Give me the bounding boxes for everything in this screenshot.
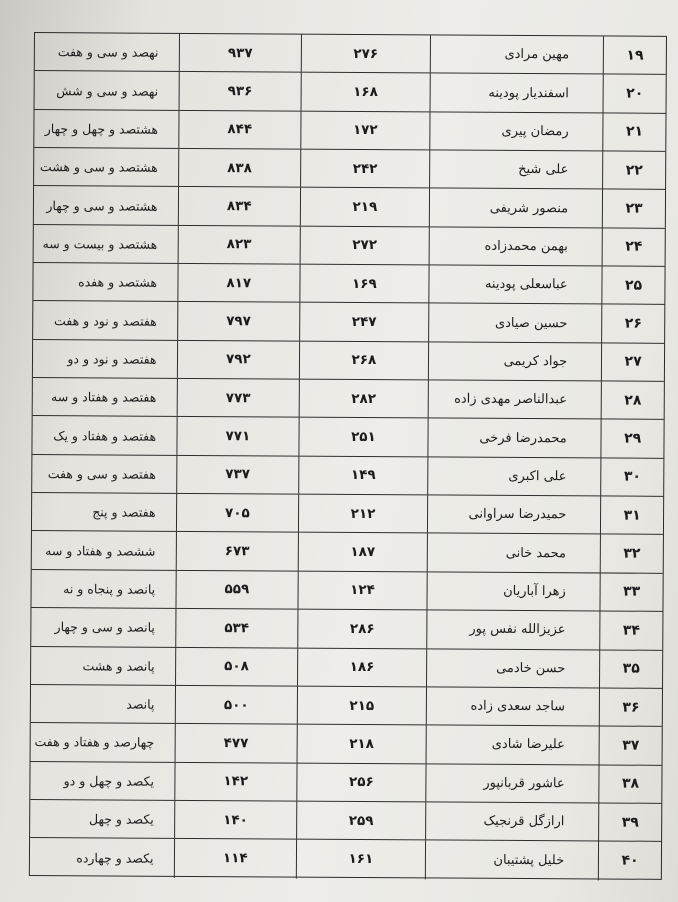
- name-cell: محمد خانی: [426, 534, 600, 572]
- table-row: [33, 263, 664, 305]
- row-number-cell: ۱۹: [603, 36, 666, 74]
- table-row: [33, 301, 664, 343]
- name-cell: عبدالناصر مهدی زاده: [427, 381, 601, 419]
- name-cell: عاشور قربانپور: [425, 764, 599, 802]
- row-number-cell: ۳۴: [599, 612, 662, 650]
- total-in-words-cell: هفتصد و پنج: [92, 504, 156, 521]
- name-cell: خلیل پشتیبان: [425, 841, 599, 880]
- total-number-cell: ۱۴۰: [174, 801, 297, 839]
- total-in-words-cell: چهارصد و هفتاد و هفت: [34, 734, 155, 751]
- name-cell: ساجد سعدی زاده: [425, 687, 599, 725]
- total-in-words-cell: هشتصد و هفده: [78, 274, 158, 290]
- table-row: [31, 723, 662, 765]
- total-in-words-cell: هفتصد و هفتاد و سه: [50, 389, 157, 406]
- total-number-cell: ۷۰۵: [176, 494, 299, 532]
- first-number-cell: ۱۶۱: [296, 840, 425, 879]
- row-number-cell: ۲۴: [602, 228, 665, 266]
- table-row: [32, 531, 663, 573]
- table-row: [31, 570, 662, 612]
- table-row: [31, 646, 662, 688]
- first-number-cell: ۲۱۸: [297, 725, 426, 763]
- first-number-cell: ۱۲۴: [298, 571, 427, 609]
- total-number-cell: ۷۷۳: [176, 379, 299, 417]
- total-number-cell: ۵۵۹: [175, 571, 298, 609]
- row-number-cell: ۲۲: [602, 152, 665, 190]
- row-number-cell: ۴۰: [598, 842, 661, 881]
- row-number-cell: ۲۸: [601, 382, 664, 420]
- table-row: [34, 186, 665, 228]
- row-number-cell: ۳۵: [599, 650, 662, 688]
- table-row: [32, 455, 663, 497]
- total-number-cell: ۹۳۷: [178, 34, 301, 72]
- name-cell: علی شیخ: [429, 150, 603, 188]
- table-row: [30, 762, 661, 804]
- row-number-cell: ۲۶: [601, 305, 664, 343]
- first-number-cell: ۲۷۶: [301, 35, 430, 73]
- table-row: [34, 225, 665, 267]
- first-number-cell: ۱۶۹: [299, 265, 428, 303]
- name-cell: حسین صیادی: [428, 304, 602, 342]
- first-number-cell: ۱۷۲: [300, 111, 429, 149]
- total-number-cell: ۷۹۲: [176, 341, 299, 379]
- total-number-cell: ۱۱۴: [173, 839, 296, 878]
- row-number-cell: ۳۹: [598, 803, 661, 841]
- name-cell: اسفندیار پودینه: [429, 74, 603, 112]
- first-number-cell: ۲۸۶: [297, 610, 426, 648]
- name-cell: عباسعلی پودینه: [428, 265, 602, 303]
- total-in-words-cell: هشتصد و سی و چهار: [46, 197, 158, 214]
- name-cell: جواد کریمی: [428, 342, 602, 380]
- total-number-cell: ۸۳۴: [177, 187, 300, 225]
- table-row: [35, 71, 666, 113]
- row-number-cell: ۳۰: [600, 458, 663, 496]
- row-number-cell: ۳۱: [600, 497, 663, 535]
- table-row: [31, 608, 662, 650]
- first-number-cell: ۲۸۲: [299, 380, 428, 418]
- total-in-words-cell: هفتصد و سی و هفت: [47, 466, 156, 482]
- total-number-cell: ۸۳۸: [178, 149, 301, 187]
- row-number-cell: ۳۸: [599, 765, 662, 803]
- table-row: [35, 33, 666, 75]
- total-in-words-cell: یکصد و چهل و دو: [63, 772, 155, 789]
- total-number-cell: ۷۷۱: [176, 417, 299, 455]
- total-number-cell: ۵۰۸: [175, 647, 298, 685]
- name-cell: عزیزالله نفس پور: [426, 611, 600, 649]
- first-number-cell: ۲۶۸: [299, 341, 428, 379]
- name-cell: محمدرضا فرخی: [427, 419, 601, 457]
- row-number-cell: ۳۲: [600, 535, 663, 573]
- total-in-words-cell: هفتصد و نود و هفت: [54, 312, 157, 329]
- total-number-cell: ۵۳۴: [175, 609, 298, 647]
- total-in-words-cell: نهصد و سی و شش: [56, 82, 159, 99]
- first-number-cell: ۲۵۹: [296, 801, 425, 839]
- total-in-words-cell: یکصد و چهارده: [76, 850, 154, 866]
- total-number-cell: ۸۴۴: [178, 111, 301, 149]
- row-number-cell: ۲۰: [603, 75, 666, 113]
- first-number-cell: ۱۶۸: [301, 73, 430, 111]
- name-cell: رمضان پیری: [429, 112, 603, 150]
- row-number-cell: ۲۹: [601, 420, 664, 458]
- total-in-words-cell: نهصد و سی و هفت: [57, 44, 159, 60]
- total-in-words-cell: پانصد و هشت: [82, 657, 155, 674]
- total-in-words-cell: پانصد: [126, 696, 155, 712]
- first-number-cell: ۲۷۲: [300, 226, 429, 264]
- name-cell: منصور شریفی: [429, 189, 603, 227]
- first-number-cell: ۱۴۹: [298, 456, 427, 494]
- table-row: [32, 493, 663, 535]
- name-cell: علیرضا شادی: [425, 726, 599, 764]
- first-number-cell: ۲۵۱: [299, 418, 428, 456]
- row-number-cell: ۲۱: [603, 113, 666, 151]
- name-cell: بهمن محمدزاده: [428, 227, 602, 265]
- table-row: [34, 148, 665, 190]
- total-in-words-cell: پانصد و پنجاه و نه: [63, 581, 156, 597]
- total-in-words-cell: پانصد و سی و چهار: [54, 619, 155, 636]
- total-number-cell: ۹۳۶: [178, 72, 301, 110]
- first-number-cell: ۲۴۲: [300, 150, 429, 188]
- total-in-words-cell: هشتصد و چهل و چهار: [44, 120, 159, 137]
- first-number-cell: ۲۵۶: [296, 763, 425, 801]
- total-number-cell: ۷۳۷: [176, 456, 299, 494]
- total-in-words-cell: ششصد و هفتاد و سه: [45, 542, 156, 559]
- name-cell: حسن خادمی: [426, 649, 600, 687]
- first-number-cell: ۲۱۹: [300, 188, 429, 226]
- first-number-cell: ۲۴۷: [299, 303, 428, 341]
- total-number-cell: ۵۰۰: [174, 686, 297, 724]
- row-number-cell: ۳۷: [599, 727, 662, 765]
- total-number-cell: ۶۷۳: [175, 532, 298, 570]
- row-number-cell: ۲۳: [602, 190, 665, 228]
- name-cell: علی اکبری: [427, 457, 601, 495]
- row-number-cell: ۲۷: [601, 343, 664, 381]
- total-in-words-cell: هشتصد و سی و هشت: [39, 159, 158, 175]
- table-row: [33, 340, 664, 382]
- total-number-cell: ۴۷۷: [174, 724, 297, 762]
- total-in-words-cell: هشتصد و بیست و سه: [42, 235, 158, 252]
- table-row: [32, 416, 663, 458]
- total-number-cell: ۸۱۷: [177, 264, 300, 302]
- total-in-words-cell: هفتصد و هفتاد و یک: [53, 427, 157, 444]
- table-row: [33, 378, 664, 420]
- first-number-cell: ۱۸۷: [298, 533, 427, 571]
- total-in-words-cell: هفتصد و نود و دو: [67, 351, 157, 367]
- table-row: [31, 685, 662, 727]
- table-row: [30, 800, 661, 842]
- row-number-cell: ۲۵: [602, 267, 665, 305]
- row-number-cell: ۳۶: [599, 688, 662, 726]
- results-table: [29, 32, 667, 880]
- name-cell: زهرا آباریان: [426, 572, 600, 610]
- total-number-cell: ۸۲۳: [177, 226, 300, 264]
- total-in-words-cell: یکصد و چهل: [88, 811, 154, 827]
- total-number-cell: ۱۴۲: [174, 762, 297, 800]
- name-cell: حمیدرضا سراوانی: [427, 496, 601, 534]
- first-number-cell: ۲۱۲: [298, 495, 427, 533]
- table-row: [30, 838, 661, 880]
- first-number-cell: ۱۸۶: [297, 648, 426, 686]
- name-cell: مهین مرادی: [429, 35, 603, 73]
- table-row: [34, 110, 665, 152]
- first-number-cell: ۲۱۵: [297, 686, 426, 724]
- total-number-cell: ۷۹۷: [177, 302, 300, 340]
- name-cell: ارازگل قرنجیک: [425, 802, 599, 840]
- row-number-cell: ۳۳: [600, 573, 663, 611]
